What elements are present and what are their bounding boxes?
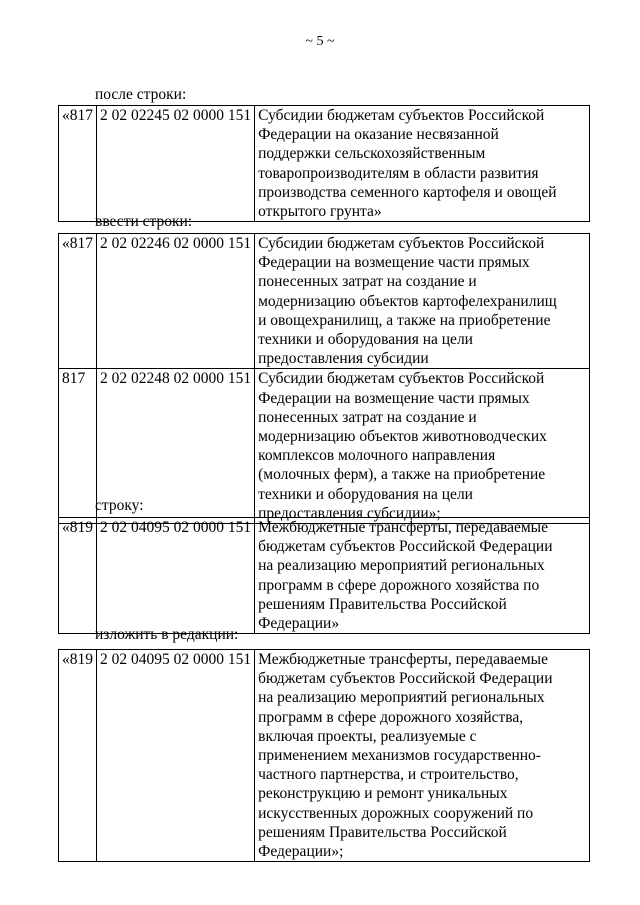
description-text: Межбюджетные трансферты, передаваемые бюджетам субъектов Российской Федерации на реализацию мероприятий региональных программ в сфере дорожного хозяйства, включая проекты, реализуемые с применением механизмов государственно- частного партнерства, и строительство, реконструкцию и ремонт уникальных искусственных дорожных сооружений по решениям Правительства Российской Федерации»; [258,651,553,861]
admin-code-cell: «819 [59,650,97,862]
page-number: ~ 5 ~ [305,34,335,49]
description-text: Субсидии бюджетам субъектов Российской Федерации на возмещение части прямых понесенных затрат на создание и модернизацию объектов картофелехранилищ и овощехранилищ, а также на приобретение техники и оборудования на цели предоставления субсидии [258,235,557,368]
table-insert-lines [58,233,590,524]
description-cell [255,518,590,634]
section-label-new-wording: изложить в редакции: [95,626,239,643]
section-label-line: строку: [95,497,144,514]
admin-code-cell: «819 [59,518,97,634]
description-text: Субсидии бюджетам субъектов Российской Федерации на возмещение части прямых понесенных затрат на создание и модернизацию объектов животноводческих комплексов молочного направления (молочных ферм), а также на приобретение техники и оборудования на цели предоставления субсидии»; [258,370,547,522]
kbk-code-cell: 2 02 02245 02 0000 151 [97,106,255,222]
table-row [59,106,590,222]
table-line [58,517,590,634]
kbk-code-cell: 2 02 04095 02 0000 151 [97,518,255,634]
description-cell [255,234,590,369]
table-after-line [58,105,590,222]
description-cell [255,369,590,524]
description-text: Межбюджетные трансферты, передаваемые бюджетам субъектов Российской Федерации на реализацию мероприятий региональных программ в сфере дорожного хозяйства по решениям Правительства Российской Федерации» [258,519,553,633]
table-row [59,518,590,634]
admin-code-cell: 817 [59,369,97,524]
kbk-code-cell: 2 02 02246 02 0000 151 [97,234,255,369]
description-cell [255,106,590,222]
section-label-insert-lines: ввести строки: [95,213,193,230]
kbk-code-cell: 2 02 04095 02 0000 151 [97,650,255,862]
admin-code-cell: «817 [59,234,97,369]
admin-code-cell: «817 [59,106,97,222]
description-text: Субсидии бюджетам субъектов Российской Федерации на оказание несвязанной поддержки сельскохозяйственным товаропроизводителям в области развития производства семенного картофеля и овощей открытого грунта» [258,107,557,221]
table-row [59,234,590,369]
description-cell [255,650,590,862]
section-label-after-line: после строки: [95,86,187,103]
table-new-wording [58,649,590,862]
kbk-code-cell: 2 02 02248 02 0000 151 [97,369,255,524]
table-row [59,650,590,862]
